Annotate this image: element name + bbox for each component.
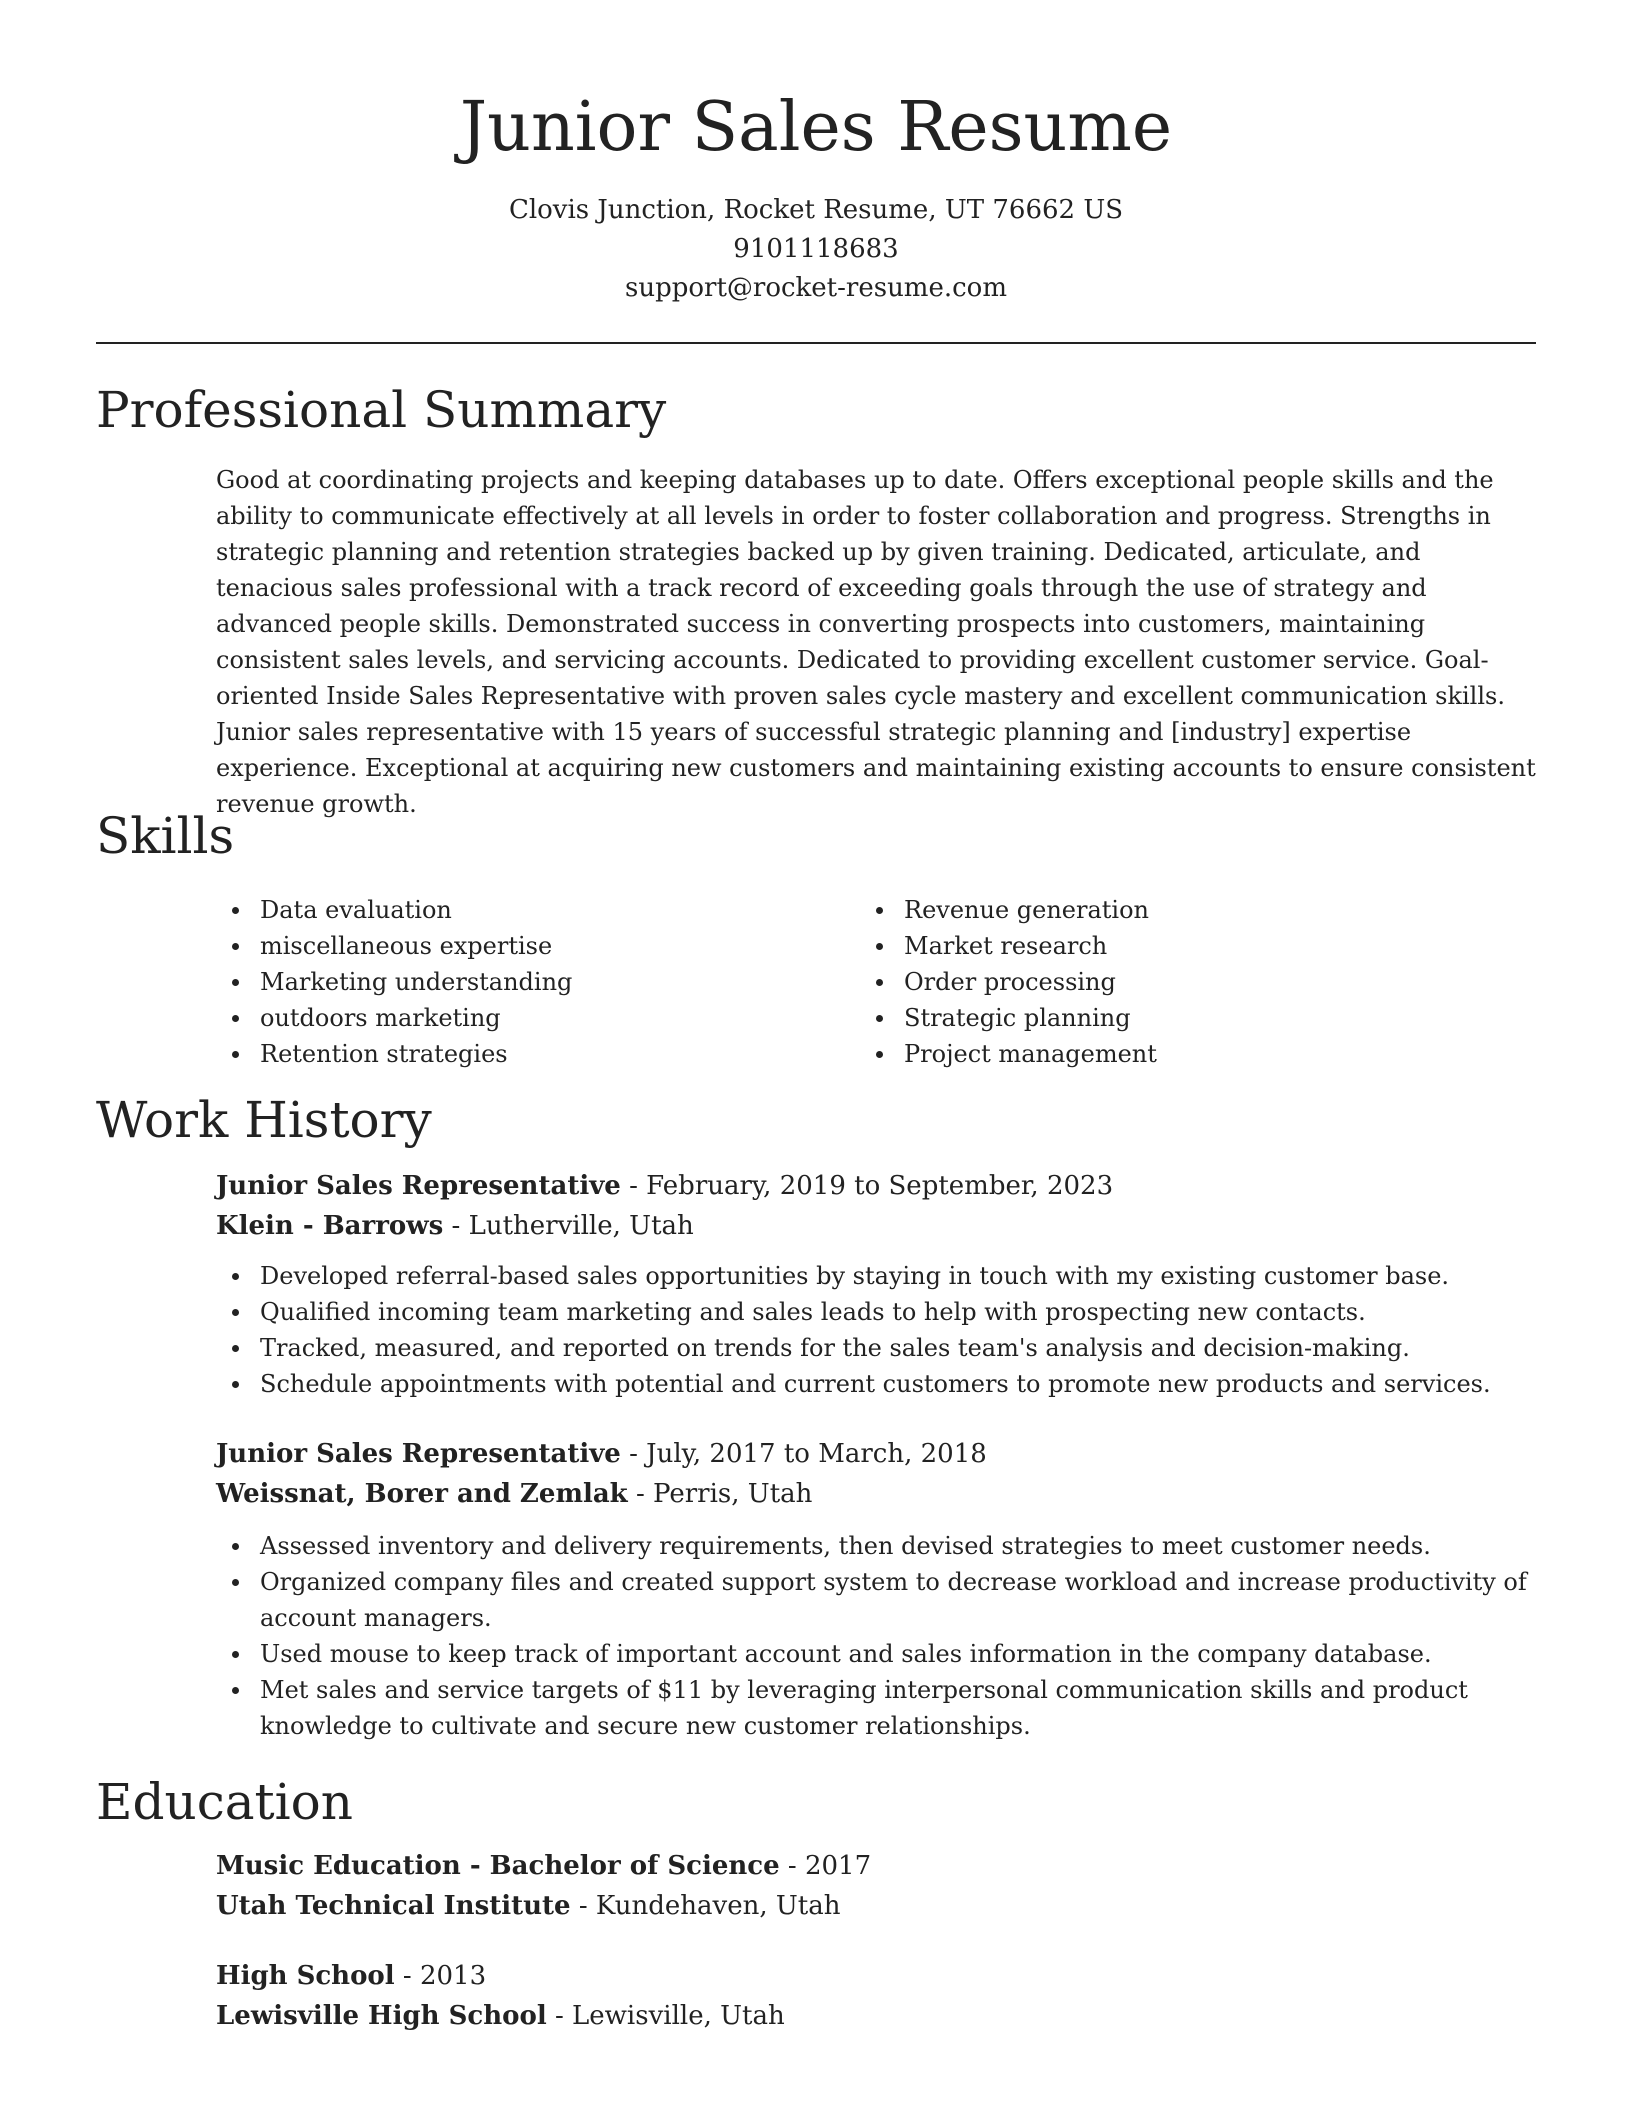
job-company-line [216, 1206, 1536, 1246]
skill-item: Data evaluation [260, 892, 820, 928]
job-company-line [216, 1474, 1536, 1514]
skills-list-left [216, 892, 820, 1072]
education-degree: High School [216, 1961, 395, 1991]
job-bullet: Assessed inventory and delivery requirements, then devised strategies to meet customer needs. [260, 1528, 1536, 1564]
education-school-line [216, 1886, 1536, 1926]
job-bullet: Qualified incoming team marketing and sales leads to help with prospecting new contacts. [260, 1294, 1536, 1330]
skill-item: miscellaneous expertise [260, 928, 820, 964]
education-school: Utah Technical Institute [216, 1891, 571, 1921]
skills-list-right [860, 892, 1464, 1072]
education-degree-line [216, 1846, 1536, 1886]
education-degree: Music Education - Bachelor of Science [216, 1851, 780, 1881]
skill-item: Project management [904, 1036, 1464, 1072]
skill-item: Marketing understanding [260, 964, 820, 1000]
job-bullet: Tracked, measured, and reported on trends for the sales team's analysis and decision-making. [260, 1330, 1536, 1366]
education-location: - Kundehaven, Utah [570, 1891, 841, 1921]
work-heading: Work History [96, 1091, 432, 1149]
job-bullets [216, 1528, 1536, 1744]
job-company: Klein - Barrows [216, 1211, 444, 1241]
job-location: - Lutherville, Utah [443, 1211, 694, 1241]
job-bullets [216, 1258, 1536, 1402]
job-title-line [216, 1434, 1536, 1474]
skill-item: Order processing [904, 964, 1464, 1000]
job-dates: - February, 2019 to September, 2023 [620, 1171, 1114, 1201]
skill-item: outdoors marketing [260, 1000, 820, 1036]
skills-heading: Skills [96, 807, 235, 865]
contact-email: support@rocket-resume.com [624, 273, 1007, 303]
contact-block [96, 191, 1536, 308]
job-bullet: Developed referral-based sales opportunities by staying in touch with my existing customer base. [260, 1258, 1536, 1294]
skill-item: Market research [904, 928, 1464, 964]
skill-item: Retention strategies [260, 1036, 820, 1072]
job-bullet: Used mouse to keep track of important account and sales information in the company database. [260, 1636, 1536, 1672]
contact-phone: 9101118683 [733, 234, 899, 264]
summary-heading: Professional Summary [96, 381, 667, 439]
job-company: Weissnat, Borer and Zemlak [216, 1479, 628, 1509]
job-bullet: Schedule appointments with potential and current customers to promote new products and services. [260, 1366, 1536, 1402]
education-location: - Lewisville, Utah [546, 2001, 785, 2031]
job-location: - Perris, Utah [627, 1479, 813, 1509]
education-school: Lewisville High School [216, 2001, 547, 2031]
education-year: - 2013 [394, 1961, 487, 1991]
header-divider [96, 342, 1536, 344]
summary-text: Good at coordinating projects and keeping databases up to date. Offers exceptional people skills and the ability to communicate effectively at all levels in order to foster collaboration and progress. Strengths in strategic planning and retention strategies backed up by given training. Dedicated, articulate, and tenacious sales professional with a track record of exceeding goals through the use of strategy and advanced people skills. Demonstrated success in converting prospects into customers, maintaining consistent sales levels, and servicing accounts. Dedicated to providing excellent customer service. Goal-oriented Inside Sales Representative with proven sales cycle mastery and excellent communication skills. Junior sales representative with 15 years of successful strategic planning and [industry] expertise experience. Exceptional at acquiring new customers and maintaining existing accounts to ensure consistent revenue growth. [216, 466, 1536, 818]
job-bullet: Met sales and service targets of $11 by leveraging interpersonal communication skills and product knowledge to cultivate and secure new customer relationships. [260, 1672, 1536, 1744]
job-dates: - July, 2017 to March, 2018 [620, 1439, 987, 1469]
education-school-line [216, 1996, 1536, 2036]
job-role: Junior Sales Representative [216, 1171, 621, 1201]
education-heading: Education [96, 1773, 353, 1831]
contact-address: Clovis Junction, Rocket Resume, UT 76662 US [508, 195, 1124, 225]
job-title-line [216, 1166, 1536, 1206]
skill-item: Strategic planning [904, 1000, 1464, 1036]
job-role: Junior Sales Representative [216, 1439, 621, 1469]
education-year: - 2017 [779, 1851, 872, 1881]
skill-item: Revenue generation [904, 892, 1464, 928]
resume-name: Junior Sales Resume [459, 88, 1173, 167]
job-bullet: Organized company files and created support system to decrease workload and increase productivity of account managers. [260, 1564, 1536, 1636]
education-degree-line [216, 1956, 1536, 1996]
